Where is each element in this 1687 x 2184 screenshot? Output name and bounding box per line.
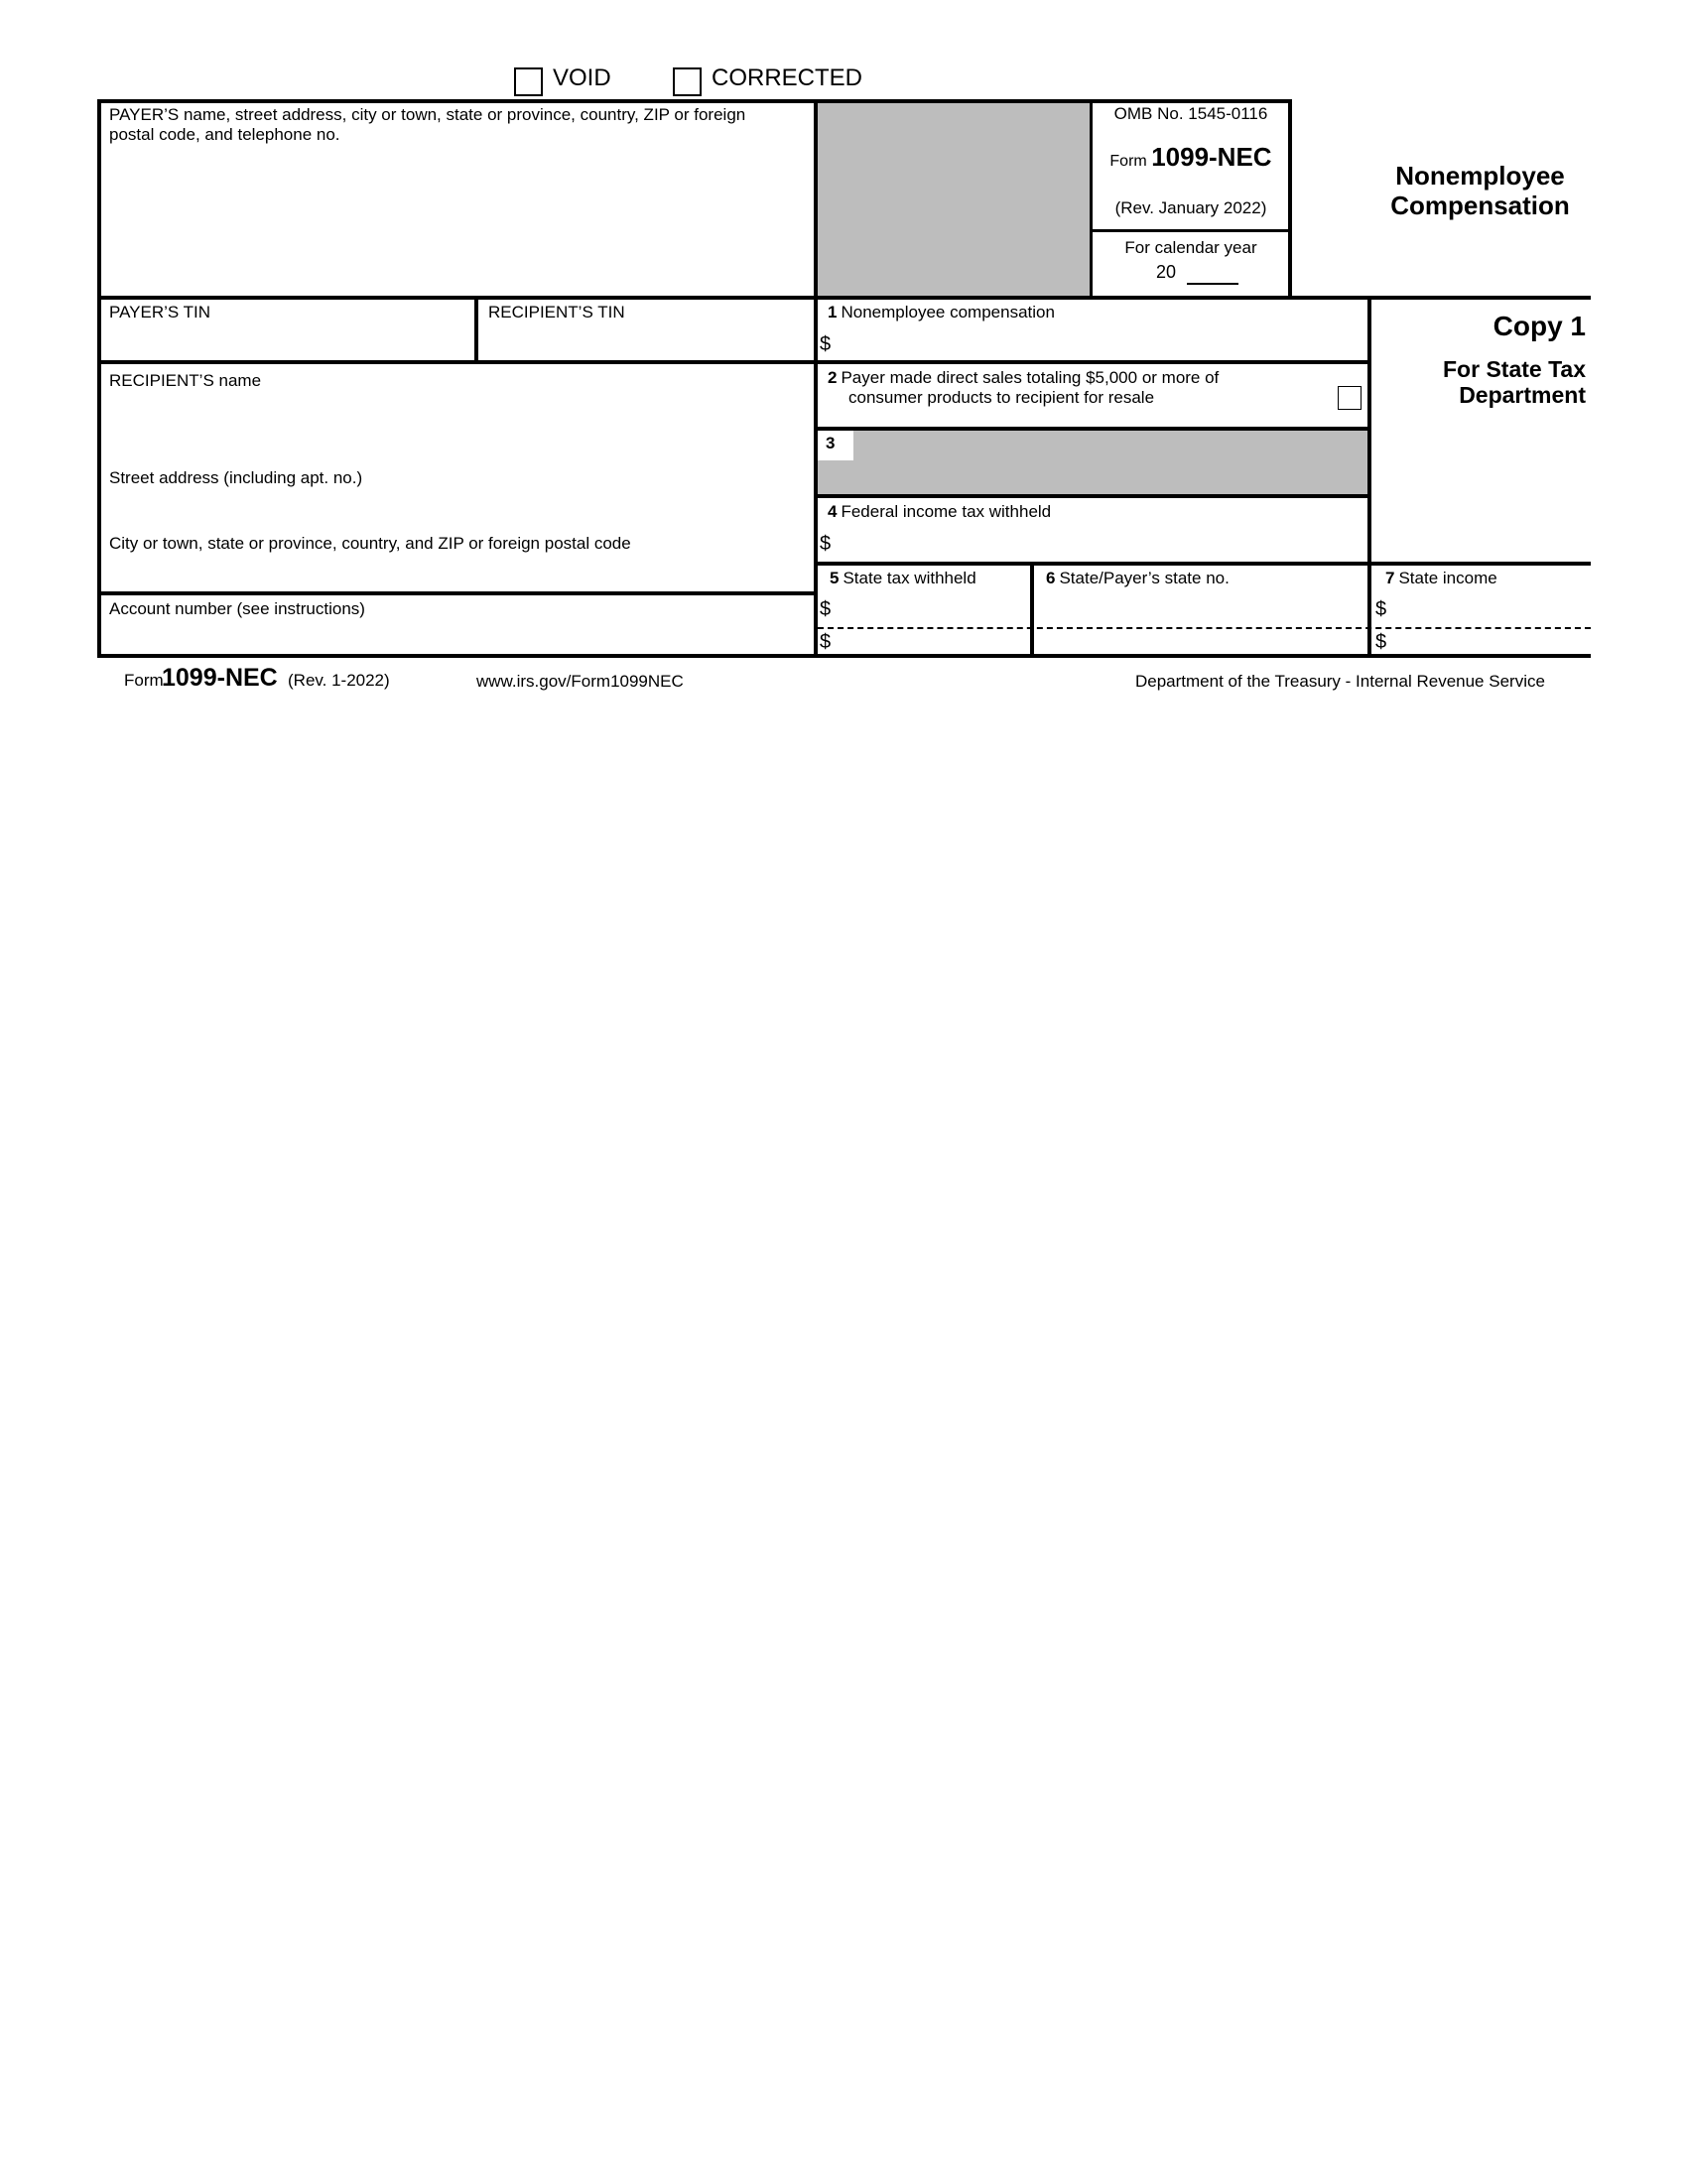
dashed-line: [818, 627, 1591, 629]
box5-amount-field-2[interactable]: [839, 631, 1022, 653]
calendar-year-blank[interactable]: [1187, 283, 1238, 285]
border-line: [97, 360, 1371, 364]
box5-dollar-sign-1: $: [820, 598, 832, 620]
copy-for-line1: For State Tax: [1443, 356, 1586, 382]
box6-number: 6: [1046, 569, 1056, 587]
box3-chip: [818, 431, 853, 460]
corrected-checkbox[interactable]: [673, 67, 702, 96]
border-line: [1367, 296, 1371, 658]
box7-dollar-sign-2: $: [1375, 631, 1387, 653]
box4-dollar-sign: $: [820, 533, 832, 555]
account-number-field[interactable]: [109, 623, 804, 651]
street-address-label: Street address (including apt. no.): [109, 468, 363, 487]
footer-form-number: 1099-NEC: [162, 664, 278, 692]
border-line: [474, 296, 478, 364]
box5-amount-field-1[interactable]: [839, 598, 1022, 624]
box1-label: 1 Nonemployee compensation: [828, 303, 1055, 321]
street-address-field[interactable]: [109, 492, 804, 528]
copy-block: [1379, 311, 1586, 408]
payer-info-label: PAYER’S name, street address, city or town, state or province, country, ZIP or foreign postal code, and telephone no.: [109, 105, 746, 144]
recipient-tin-label: RECIPIENT’S TIN: [488, 303, 625, 321]
box3-number: 3: [826, 434, 836, 452]
payer-tin-field[interactable]: [109, 325, 466, 357]
void-label: VOID: [553, 64, 611, 91]
omb-calendar-year-prefix: 20: [1156, 262, 1177, 282]
box1-amount-field[interactable]: [839, 331, 1355, 357]
payer-tin-label: PAYER’S TIN: [109, 303, 211, 321]
border-line: [1092, 229, 1288, 232]
box7-number: 7: [1385, 569, 1395, 587]
border-line: [97, 591, 818, 595]
box2-checkbox[interactable]: [1338, 386, 1362, 410]
corrected-label: CORRECTED: [712, 64, 863, 91]
recipient-name-label: RECIPIENT’S name: [109, 371, 262, 390]
box5-label: 5 State tax withheld: [830, 569, 976, 587]
box7-label: 7 State income: [1385, 569, 1497, 587]
border-line: [1288, 99, 1292, 300]
box1-number: 1: [828, 303, 838, 321]
footer-department: Department of the Treasury - Internal Revenue Service: [1135, 672, 1545, 691]
form-title-line2: Compensation: [1390, 191, 1570, 220]
shaded-box-top: [814, 99, 1092, 300]
copy-for-line2: Department: [1459, 382, 1586, 408]
form-title: [1369, 161, 1591, 220]
void-checkbox[interactable]: [514, 67, 543, 96]
box5-number: 5: [830, 569, 840, 587]
box6-label: 6 State/Payer’s state no.: [1046, 569, 1230, 587]
box7-dollar-sign-1: $: [1375, 598, 1387, 620]
city-field[interactable]: [109, 558, 804, 587]
box6-state-field-2[interactable]: [1042, 631, 1360, 653]
omb-revision-label: (Rev. January 2022): [1114, 198, 1267, 217]
box2-label-line2: consumer products to recipient for resale: [848, 388, 1155, 407]
omb-form-word: Form: [1109, 153, 1147, 170]
box4-number: 4: [828, 502, 838, 521]
border-line: [814, 427, 1371, 431]
box7-amount-field-2[interactable]: [1395, 631, 1584, 653]
payer-info-input[interactable]: [109, 149, 804, 288]
border-line: [1090, 99, 1093, 299]
footer-revision: (Rev. 1-2022): [288, 671, 390, 690]
box2-number: 2: [828, 368, 838, 387]
box6-state-field-1[interactable]: [1042, 595, 1360, 625]
border-line: [1030, 562, 1034, 658]
omb-number-label: OMB No. 1545-0116: [1113, 104, 1268, 123]
border-line: [814, 494, 1371, 498]
omb-form-number: 1099-NEC: [1151, 142, 1272, 172]
box7-amount-field-1[interactable]: [1395, 598, 1584, 624]
border-line: [97, 99, 1292, 103]
box4-amount-field[interactable]: [839, 532, 1355, 558]
border-line: [814, 99, 818, 658]
account-number-label: Account number (see instructions): [109, 599, 365, 618]
box2-label-line1: 2 Payer made direct sales totaling $5,000 or more of: [828, 368, 1220, 387]
form-title-line1: Nonemployee: [1395, 161, 1565, 191]
shaded-box-3: [814, 427, 1371, 498]
city-label: City or town, state or province, country, and ZIP or foreign postal code: [109, 534, 631, 553]
box4-label: 4 Federal income tax withheld: [828, 502, 1052, 521]
border-line: [814, 562, 1591, 566]
box5-dollar-sign-2: $: [820, 631, 832, 653]
box1-dollar-sign: $: [820, 333, 832, 355]
copy-number-label: Copy 1: [1492, 311, 1586, 341]
recipient-name-field[interactable]: [109, 395, 804, 454]
footer-url[interactable]: www.irs.gov/Form1099NEC: [476, 672, 684, 691]
footer-form-word: Form: [124, 671, 164, 690]
omb-calendar-label: For calendar year: [1124, 238, 1257, 257]
recipient-tin-field[interactable]: [488, 325, 806, 357]
border-line: [97, 99, 101, 658]
